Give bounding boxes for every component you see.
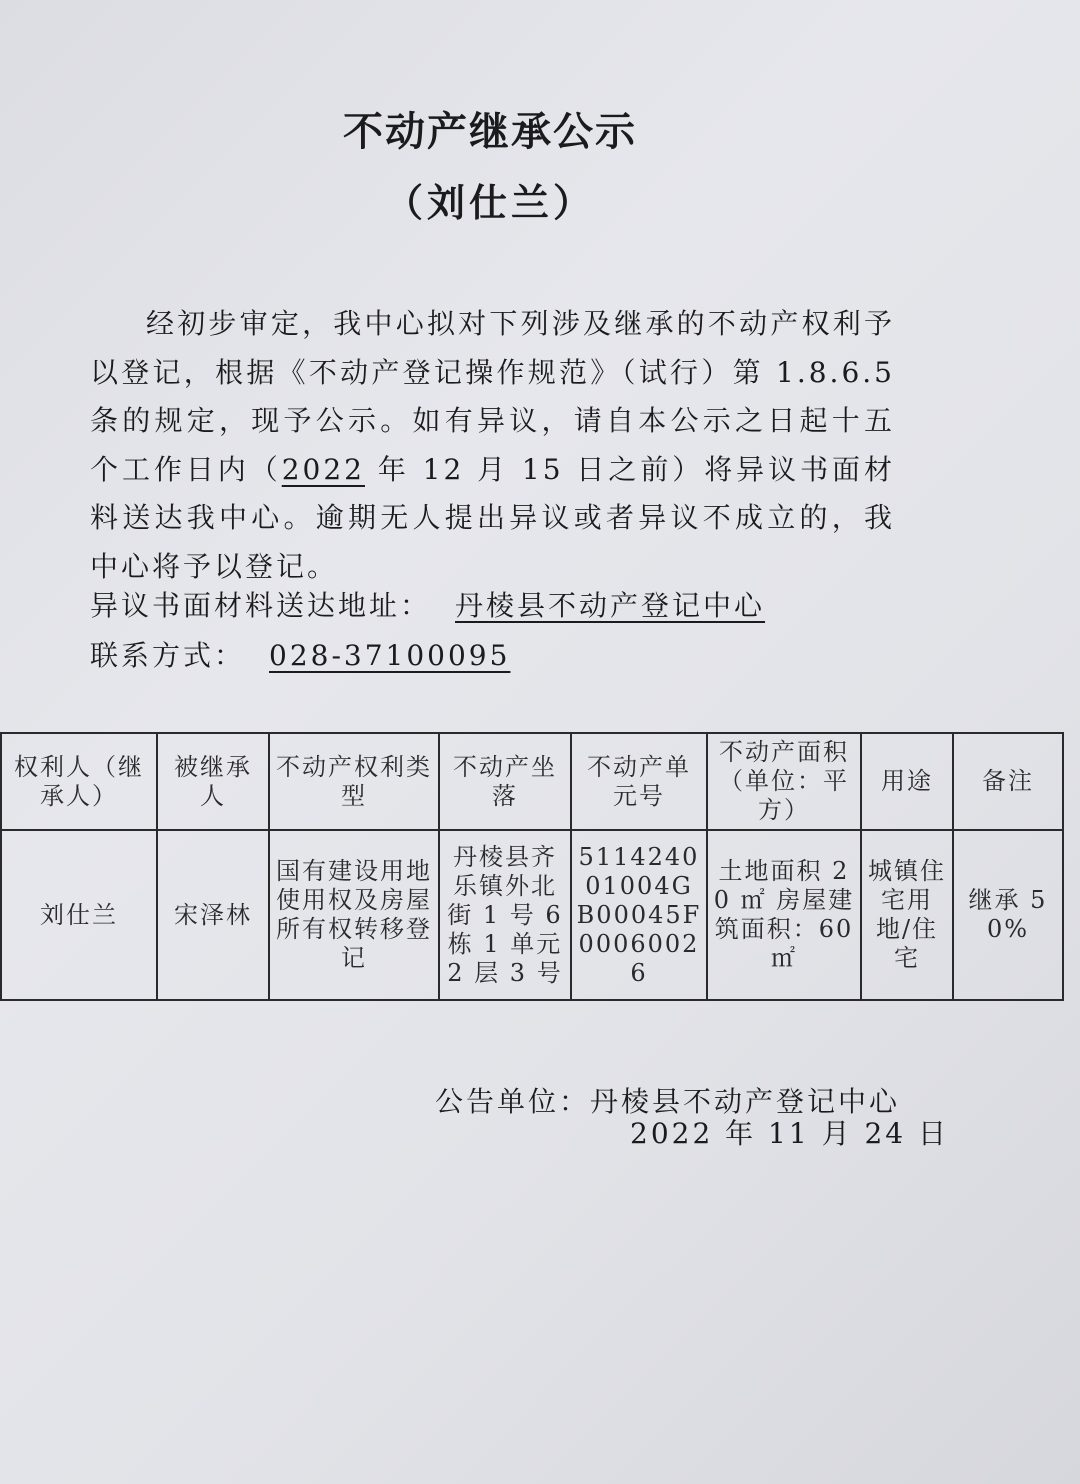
document-subtitle: （刘仕兰） <box>384 181 595 225</box>
header-cell-decedent: 被继承人 <box>157 733 269 830</box>
cell-right-type: 国有建设用地使用权及房屋所有权转移登记 <box>269 830 439 1000</box>
deadline-year: 2022 <box>281 452 365 486</box>
header-cell-usage: 用途 <box>861 733 953 830</box>
header-cell-location: 不动产坐落 <box>439 733 571 830</box>
contact-value: 028-37100095 <box>269 639 511 672</box>
cell-heir: 刘仕兰 <box>1 830 157 1000</box>
table-header-row <box>1 733 1063 830</box>
cell-remark: 继承 50% <box>953 830 1063 1000</box>
issue-date: 2022 年 11 月 24 日 <box>630 1117 950 1150</box>
cell-usage: 城镇住宅用地/住宅 <box>861 830 953 1000</box>
table-row <box>1 830 1063 1000</box>
header-cell-area: 不动产面积（单位：平方） <box>707 733 861 830</box>
notice-text-part2: 年 12 月 15 日之前）将异议书面材料送达我中心。逾期无人提出异议或者异议不成立的，我中心将予以登记。 <box>90 452 895 583</box>
contact-line <box>90 634 510 674</box>
issuing-unit: 公告单位：丹棱县不动产登记中心 <box>435 1085 901 1118</box>
notice-paragraph <box>90 300 895 591</box>
property-table <box>0 732 1064 1001</box>
document-title: 不动产继承公示 <box>343 109 637 155</box>
cell-decedent: 宋泽林 <box>157 830 269 1000</box>
address-label: 异议书面材料送达地址： <box>90 589 432 622</box>
address-value: 丹棱县不动产登记中心 <box>455 589 766 622</box>
cell-area: 土地面积 20 ㎡ 房屋建筑面积：60 ㎡ <box>707 830 861 1000</box>
header-cell-unit-number: 不动产单元号 <box>571 733 707 830</box>
header-cell-heir: 权利人（继承人） <box>1 733 157 830</box>
contact-label: 联系方式： <box>90 639 246 672</box>
cell-location: 丹棱县齐乐镇外北街 1 号 6 栋 1 单元 2 层 3 号 <box>439 830 571 1000</box>
address-line <box>90 584 765 624</box>
cell-unit-number: 511424001004GB00045F00060026 <box>571 830 707 1000</box>
notice-body <box>90 300 895 591</box>
header-cell-right-type: 不动产权利类型 <box>269 733 439 830</box>
notice-text-part1: 经初步审定，我中心拟对下列涉及继承的不动产权利予以登记，根据《不动产登记操作规范》（试行）第 1.8.6.5 条的规定，现予公示。如有异议，请自本公示之日起十五个工作日内（ <box>90 307 895 486</box>
header-cell-remark: 备注 <box>953 733 1063 830</box>
